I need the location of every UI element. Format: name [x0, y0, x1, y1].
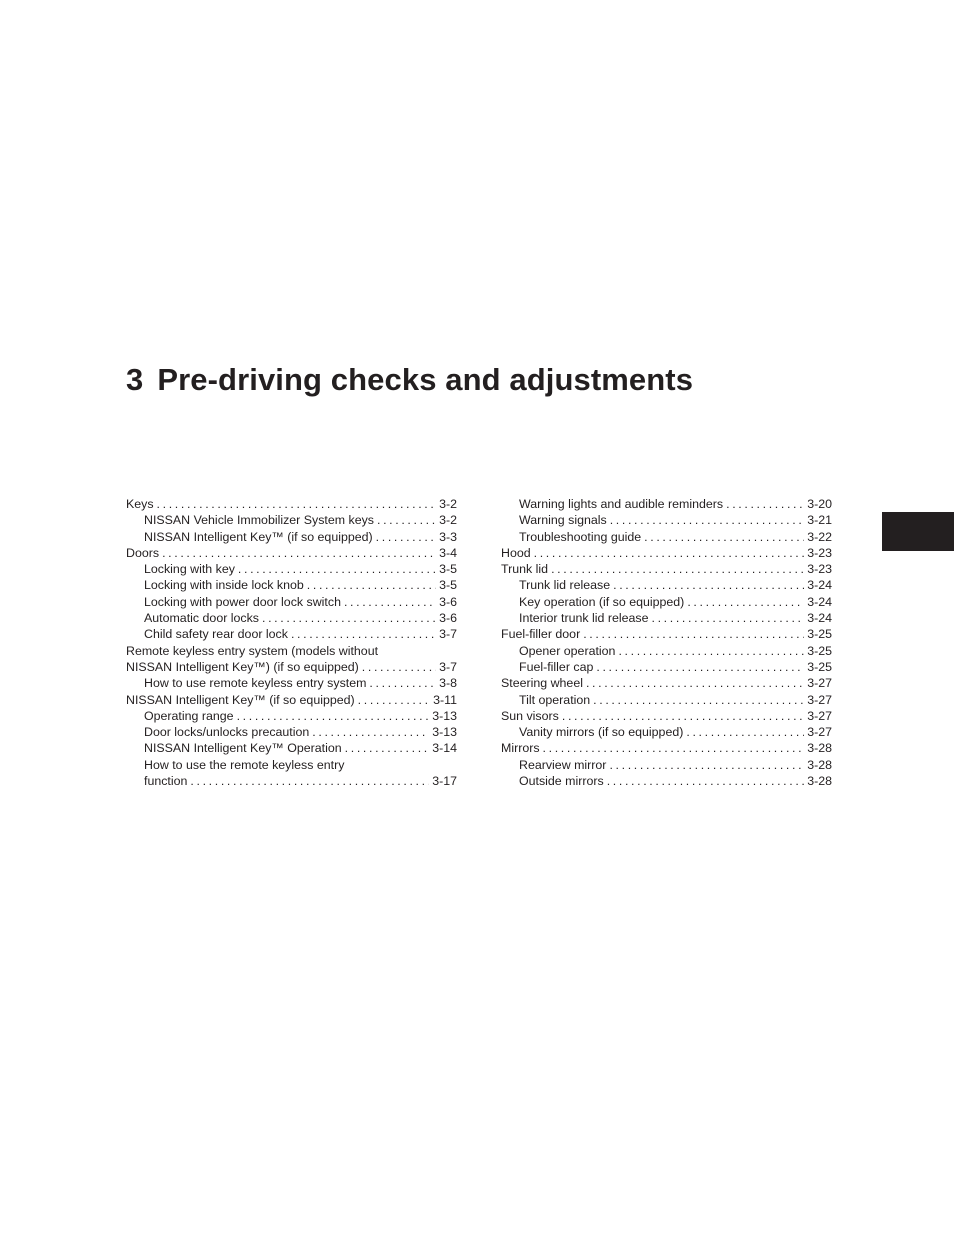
toc-left-column — [126, 496, 457, 789]
toc-entry-page: 3-24 — [807, 578, 832, 593]
toc-entry-page: 3-13 — [432, 708, 457, 723]
dot-leader — [237, 708, 430, 724]
toc-entry-page: 3-7 — [439, 627, 457, 642]
dot-leader — [618, 643, 804, 659]
toc-entry-page: 3-27 — [807, 708, 832, 723]
toc-entry-page: 3-24 — [807, 594, 832, 609]
toc-entry-label-line1: How to use the remote keyless entry — [144, 757, 345, 772]
dot-leader — [190, 773, 429, 789]
toc-entry[interactable] — [126, 692, 457, 708]
chapter-heading: Pre-driving checks and adjustments — [157, 362, 694, 397]
dot-leader — [607, 773, 805, 789]
dot-leader — [238, 561, 436, 577]
toc-entry-page: 3-4 — [439, 545, 457, 560]
dot-leader — [345, 740, 430, 756]
toc-entry-page: 3-21 — [807, 513, 832, 528]
toc-entry-page: 3-27 — [807, 692, 832, 707]
toc-entry[interactable] — [126, 545, 457, 561]
dot-leader — [726, 496, 804, 512]
toc-entry-page: 3-25 — [807, 643, 832, 658]
toc-entry-label: NISSAN Intelligent Key™ (if so equipped) — [126, 692, 355, 707]
toc-entry[interactable] — [126, 610, 457, 626]
dot-leader — [651, 610, 804, 626]
dot-leader — [157, 496, 437, 512]
toc-entry-label: Child safety rear door lock — [144, 627, 288, 642]
toc-entry-page: 3-2 — [439, 513, 457, 528]
toc-entry-page: 3-22 — [807, 529, 832, 544]
toc-entry-label: How to use remote keyless entry system — [144, 676, 367, 691]
dot-leader — [586, 675, 804, 691]
toc-entry[interactable] — [126, 594, 457, 610]
toc-entry-label-line1: Remote keyless entry system (models without — [126, 643, 379, 658]
toc-entry-label: NISSAN Intelligent Key™ (if so equipped) — [144, 529, 373, 544]
toc-entry-page: 3-24 — [807, 611, 832, 626]
toc-entry-page: 3-6 — [439, 594, 457, 609]
dot-leader — [262, 610, 436, 626]
toc-entry-page: 3-20 — [807, 497, 832, 511]
toc-entry-page: 3-23 — [807, 545, 832, 560]
toc-entry-label: Door locks/unlocks precaution — [144, 725, 310, 740]
dot-leader — [551, 561, 804, 577]
chapter-tab-marker — [882, 512, 954, 551]
toc-entry[interactable] — [126, 675, 457, 691]
dot-leader — [562, 708, 804, 724]
toc-entry[interactable] — [501, 496, 832, 512]
toc-entry-label: Warning signals — [519, 513, 607, 528]
toc-entry-page: 3-23 — [807, 562, 832, 577]
toc-entry[interactable] — [501, 529, 832, 545]
toc-entry[interactable] — [501, 675, 832, 691]
dot-leader — [687, 594, 804, 610]
toc-entry-label: Fuel-filler door — [501, 627, 581, 642]
toc-entry-page: 3-27 — [807, 676, 832, 691]
toc-entry-page: 3-13 — [432, 725, 457, 740]
dot-leader — [307, 577, 436, 593]
toc-entry-page: 3-8 — [439, 676, 457, 691]
toc-entry-label: Tilt operation — [519, 692, 591, 707]
toc-entry[interactable] — [501, 512, 832, 528]
toc-entry[interactable] — [501, 724, 832, 740]
dot-leader — [344, 594, 436, 610]
toc-entry-page: 3-7 — [439, 659, 457, 674]
toc-entry-page: 3-27 — [807, 725, 832, 740]
chapter-number: 3 — [126, 362, 144, 397]
toc-right-column — [501, 496, 832, 789]
toc-entry-label: Interior trunk lid release — [519, 611, 649, 626]
toc-entry-label: Automatic door locks — [144, 611, 260, 626]
dot-leader — [593, 692, 804, 708]
toc-entry-page: 3-11 — [433, 692, 457, 707]
dot-leader — [362, 659, 436, 675]
toc-entry[interactable] — [126, 626, 457, 642]
toc-entry[interactable] — [501, 626, 832, 642]
toc-entry-page: 3-6 — [439, 611, 457, 626]
toc-entry[interactable] — [126, 561, 457, 577]
toc-entry[interactable] — [501, 757, 832, 773]
toc-entry-label: Steering wheel — [501, 676, 583, 691]
toc-entry-label: Mirrors — [501, 741, 540, 756]
toc-entry[interactable] — [501, 610, 832, 626]
dot-leader — [583, 626, 804, 642]
dot-leader — [543, 740, 805, 756]
toc-entry[interactable] — [501, 773, 832, 789]
dot-leader — [358, 692, 430, 708]
toc-entry-label: Locking with inside lock knob — [144, 578, 304, 593]
dot-leader — [686, 724, 804, 740]
toc-entry-label: Locking with power door lock switch — [144, 594, 341, 609]
toc-entry-label: Rearview mirror — [519, 757, 607, 772]
toc-entry-label: Doors — [126, 545, 160, 560]
toc-entry-label: Vanity mirrors (if so equipped) — [519, 725, 684, 740]
toc-entry[interactable] — [501, 692, 832, 708]
toc-entry-page: 3-3 — [439, 529, 457, 544]
toc-entry-label: NISSAN Vehicle Immobilizer System keys — [144, 513, 374, 528]
toc-entry-label: Trunk lid release — [519, 578, 611, 593]
dot-leader — [162, 545, 436, 561]
toc-entry[interactable] — [501, 740, 832, 756]
dot-leader — [312, 724, 429, 740]
dot-leader — [377, 512, 436, 528]
toc-entry[interactable] — [501, 708, 832, 724]
toc-entry[interactable] — [126, 740, 457, 756]
toc-entry[interactable] — [126, 529, 457, 545]
toc-entry-page: 3-28 — [807, 774, 832, 789]
toc-entry-page: 3-2 — [439, 497, 457, 511]
toc-entry-label: Operating range — [144, 708, 234, 723]
dot-leader — [369, 675, 436, 691]
toc-entry-label: Key operation (if so equipped) — [519, 594, 685, 609]
dot-leader — [644, 529, 804, 545]
toc-entry[interactable] — [501, 594, 832, 610]
toc-entry[interactable] — [126, 757, 457, 790]
toc-entry[interactable] — [126, 724, 457, 740]
toc-entry[interactable] — [126, 496, 457, 512]
toc-entry[interactable] — [501, 561, 832, 577]
dot-leader — [613, 577, 804, 593]
toc-entry-label: Opener operation — [519, 643, 616, 658]
toc-entry[interactable] — [501, 545, 832, 561]
toc-entry[interactable] — [501, 577, 832, 593]
toc-entry-page: 3-14 — [432, 741, 457, 756]
toc-entry-label: Outside mirrors — [519, 774, 604, 789]
toc-entry-label: function — [144, 774, 188, 789]
dot-leader — [534, 545, 805, 561]
toc-entry-page: 3-5 — [439, 562, 457, 577]
chapter-title — [126, 362, 693, 398]
toc-entry[interactable] — [126, 577, 457, 593]
toc-entry[interactable] — [126, 708, 457, 724]
toc-entry[interactable] — [501, 643, 832, 659]
toc-entry-label: Hood — [501, 545, 531, 560]
toc-entry-label: Keys — [126, 497, 154, 511]
toc-entry-label: Troubleshooting guide — [519, 529, 642, 544]
toc-entry-label: Warning lights and audible reminders — [519, 497, 724, 511]
toc-entry-label: NISSAN Intelligent Key™ Operation — [144, 741, 342, 756]
toc-entry[interactable] — [126, 512, 457, 528]
toc-entry-label: Trunk lid — [501, 562, 549, 577]
toc-entry[interactable] — [501, 659, 832, 675]
dot-leader — [376, 529, 436, 545]
toc-entry-page: 3-5 — [439, 578, 457, 593]
toc-entry-page: 3-25 — [807, 659, 832, 674]
toc-entry-page: 3-25 — [807, 627, 832, 642]
toc-entry-label: Sun visors — [501, 708, 559, 723]
toc-entry-page: 3-17 — [432, 774, 457, 789]
dot-leader — [610, 512, 804, 528]
toc-entry-page: 3-28 — [807, 741, 832, 756]
toc-entry-label: NISSAN Intelligent Key™) (if so equipped) — [126, 659, 359, 674]
toc-entry[interactable] — [126, 643, 457, 676]
toc-entry-label: Fuel-filler cap — [519, 659, 594, 674]
dot-leader — [609, 757, 804, 773]
dot-leader — [596, 659, 804, 675]
toc-entry-label: Locking with key — [144, 562, 235, 577]
dot-leader — [291, 626, 436, 642]
toc-entry-page: 3-28 — [807, 757, 832, 772]
